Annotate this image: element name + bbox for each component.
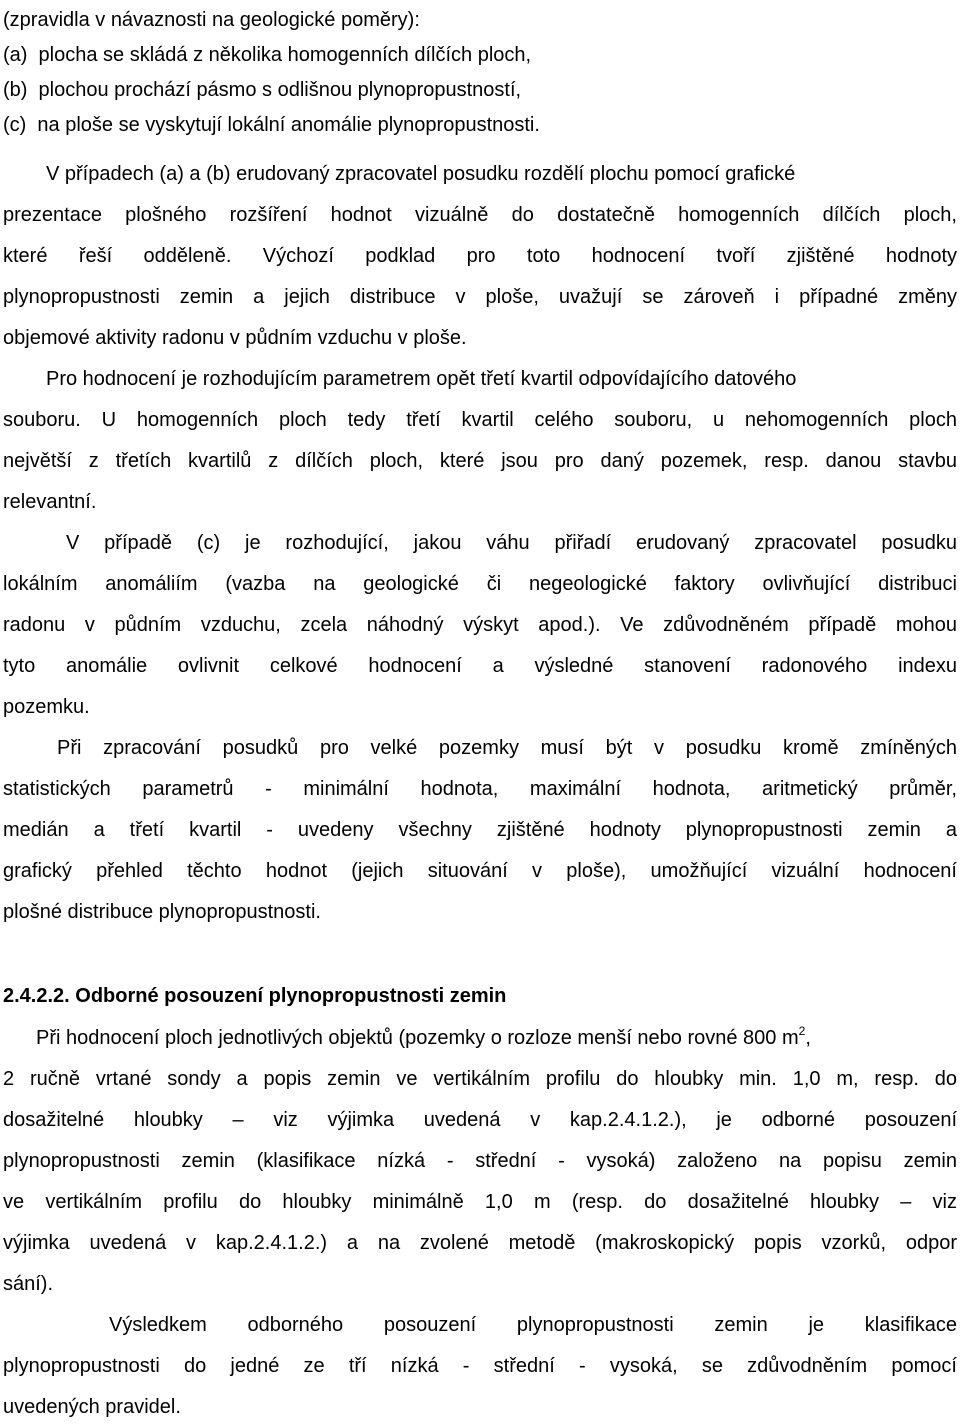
text-line: plynopropustnosti do jedné ze tří nízká - střední - vysoká, se zdůvodněním pomocí [3,1355,957,1377]
text-line: objemové aktivity radonu v půdním vzduchu v ploše. [3,327,467,349]
text-line: relevantní. [3,491,97,513]
text-line: které řeší odděleně. Výchozí podklad pro toto hodnocení tvoří zjištěné hodnoty [3,245,957,267]
text-line: plynopropustnosti zemin (klasifikace nízká - střední - vysoká) založeno na popisu zemin [3,1150,957,1172]
text-line: Pro hodnocení je rozhodujícím parametrem opět třetí kvartil odpovídajícího datového [46,368,797,390]
text-line: plynopropustnosti zemin a jejich distribuce v ploše, uvažují se zároveň i případné změny [3,286,957,308]
text-line: V případech (a) a (b) erudovaný zpracovatel posudku rozdělí plochu pomocí grafické [46,163,796,185]
text-line: tyto anomálie ovlivnit celkové hodnocení a výsledné stanovení radonového indexu [3,655,957,677]
text-line: radonu v půdním vzduchu, zcela náhodný výskyt apod.). Ve zdůvodněném případě mohou [3,614,957,636]
text-line: souboru. U homogenních ploch tedy třetí kvartil celého souboru, u nehomogenních ploch [3,409,957,431]
text-line: uvedených pravidel. [3,1396,181,1418]
list-item-b: (b) plochou prochází pásmo s odlišnou plynopropustností, [3,79,522,101]
text-line: dosažitelné hloubky – viz výjimka uvedená v kap.2.4.1.2.), je odborné posouzení [3,1109,957,1131]
list-item-a: (a) plocha se skládá z několika homogenních dílčích ploch, [3,44,532,66]
text-line: největší z třetích kvartilů z dílčích ploch, které jsou pro daný pozemek, resp. danou stavbu [3,450,957,472]
superscript: 2 [798,1024,806,1038]
text-line: grafický přehled těchto hodnot (jejich situování v ploše), umožňující vizuální hodnocení [3,860,957,882]
text-line: (zpravidla v návaznosti na geologické poměry): [3,9,420,31]
text-line: 2 ručně vrtané sondy a popis zemin ve vertikálním profilu do hloubky min. 1,0 m, resp. do [3,1068,957,1090]
text-line: Při hodnocení ploch jednotlivých objektů (pozemky o rozloze menší nebo rovné 800 $m^2$, [36,1024,811,1049]
text-line: V případě (c) je rozhodující, jakou váhu přiřadí erudovaný zpracovatel posudku [66,532,957,554]
list-item-c: (c) na ploše se vyskytují lokální anomálie plynopropustnosti. [3,114,540,136]
text-line: pozemku. [3,696,90,718]
text-line: plošné distribuce plynopropustnosti. [3,901,321,923]
text-line: medián a třetí kvartil - uvedeny všechny zjištěné hodnoty plynopropustnosti zemin a [3,819,957,841]
text-line: sání). [3,1273,54,1295]
text-line: lokálním anomáliím (vazba na geologické či negeologické faktory ovlivňující distribuci [3,573,957,595]
text-line: výjimka uvedená v kap.2.4.1.2.) a na zvolené metodě (makroskopický popis vzorků, odpor [3,1232,957,1254]
text-line: prezentace plošného rozšíření hodnot vizuálně do dostatečně homogenních dílčích ploch, [3,204,957,226]
text-line: Výsledkem odborného posouzení plynopropustnosti zemin je klasifikace [109,1314,957,1336]
text-line: Při zpracování posudků pro velké pozemky musí být v posudku kromě zmíněných [57,737,957,759]
text-line: ve vertikálním profilu do hloubky minimálně 1,0 m (resp. do dosažitelné hloubky – viz [3,1191,957,1213]
text-line: statistických parametrů - minimální hodnota, maximální hodnota, aritmetický průměr, [3,778,957,800]
section-heading: 2.4.2.2. Odborné posouzení plynopropustnosti zemin [3,985,507,1007]
